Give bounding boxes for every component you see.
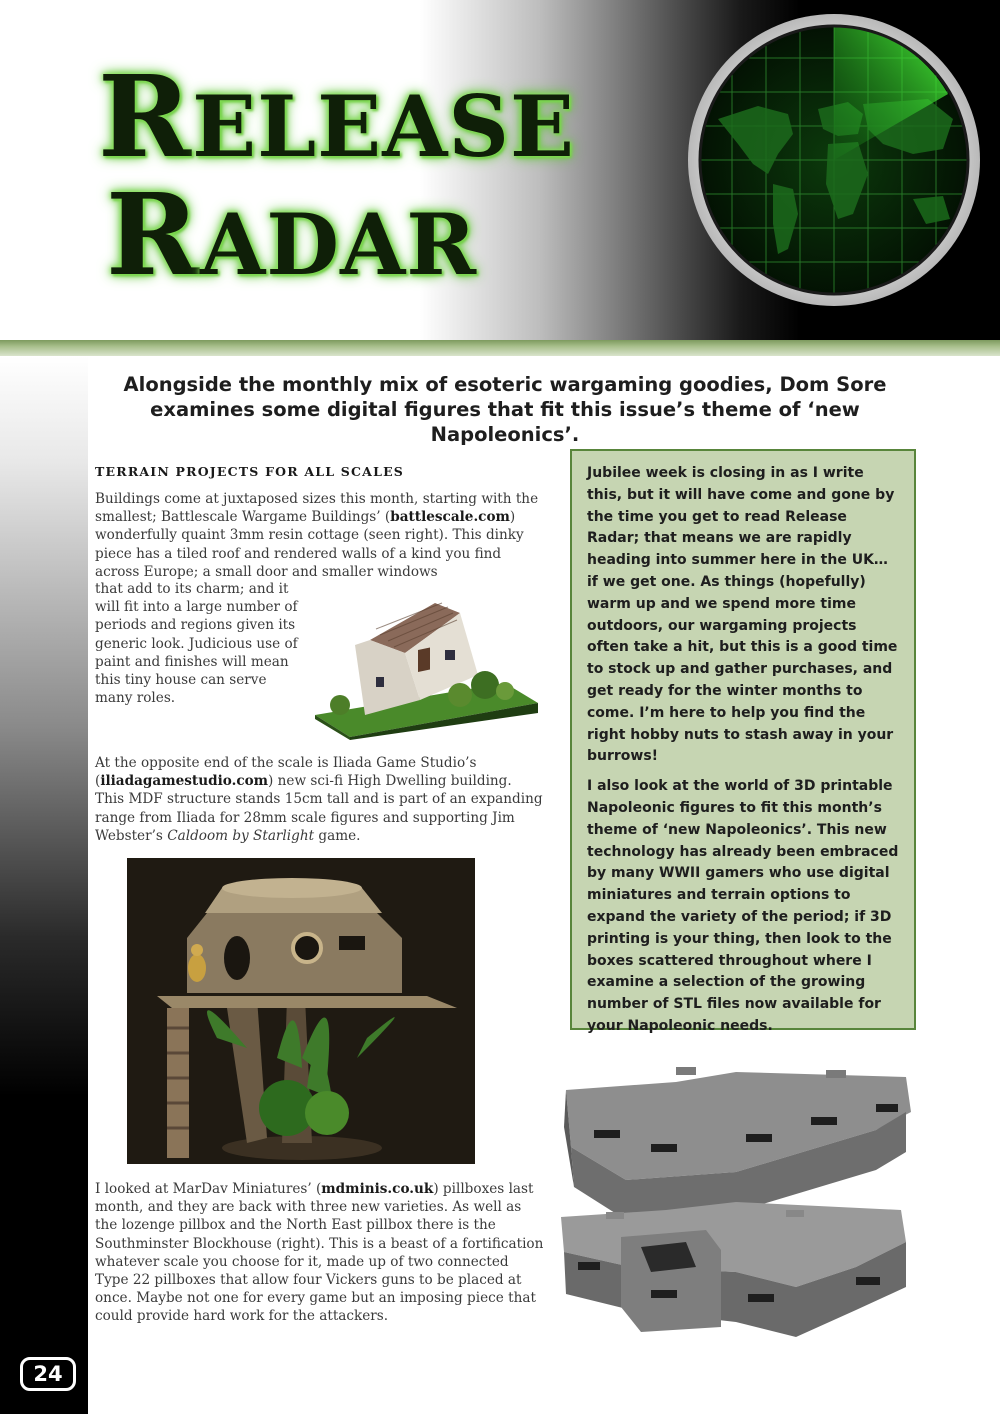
cottage-photo bbox=[310, 595, 540, 740]
blockhouse-photo bbox=[556, 1062, 926, 1344]
radar-icon bbox=[688, 14, 980, 306]
iliada-link[interactable]: iliadagamestudio.com bbox=[100, 773, 269, 790]
high-dwelling-photo bbox=[127, 858, 475, 1164]
page-title: RELEASE RADAR bbox=[98, 52, 576, 301]
article-paragraph-1-wrap: that add to its charm; and it will fit into a large number of periods and regions given its generic look. Judicious use of paint and finishes will mean this tiny house can serve many roles. bbox=[95, 581, 298, 707]
mdminis-link[interactable]: mdminis.co.uk bbox=[321, 1181, 434, 1197]
side-gradient-strip bbox=[0, 356, 88, 1414]
editorial-sidebar-box bbox=[570, 449, 916, 1034]
article-paragraph-1: Buildings come at juxtaposed sizes this month, starting with the smallest; Battlescale Wargame Buildings’ (battlescale.com) wonderfully quaint 3mm resin cottage (seen right). This dinky piece has a tiled roof and rendered walls of a kind you find across Europe; a small door and smaller windows bbox=[95, 491, 539, 580]
article-paragraph-3: I looked at MarDav Miniatures’ (mdminis.co.uk) pillboxes last month, and they are back with three new varieties. As well as the lozenge pillbox and the North East pillbox there is the Southminster Blockhouse (right). This is a beast of a fortification whatever scale you choose for it, made up of two connected Type 22 pillboxes that allow four Vickers guns to be placed at once. Maybe not one for every game but an imposing piece that could provide hard work for the attackers. bbox=[95, 1181, 544, 1325]
battlescale-link[interactable]: battlescale.com bbox=[390, 509, 510, 526]
radar-screen bbox=[698, 24, 970, 296]
sidebar-paragraph-1: Jubilee week is closing in as I write this, but it will have come and gone by the time you get to read Release Radar; that means we are rapidly heading into summer here in the UK… if we get one. As things (hopefully) warm up and we spend more time outdoors, our wargaming projects often take a hit, but this is a good time to stock up and gather purchases, and get ready for the winter months to come. I’m here to help you find the right hobby nuts to stash away in your burrows! bbox=[587, 465, 898, 765]
page-number: 24 bbox=[20, 1357, 76, 1391]
intro-standfirst: Alongside the monthly mix of esoteric wargaming goodies, Dom Sore examines some digital figures that fit this issue’s theme of ‘new Napoleonics’. bbox=[123, 373, 887, 446]
section-heading-wrap bbox=[95, 464, 545, 488]
header-divider bbox=[0, 340, 1000, 356]
article-paragraph-2: At the opposite end of the scale is Iliada Game Studio’s (iliadagamestudio.com) new sci-fi High Dwelling building. This MDF structure stands 15cm tall and is part of an expanding range from Iliada for 28mm scale figures and supporting Jim Webster’s Caldoom by Starlight game. bbox=[95, 755, 543, 844]
section-heading: TERRAIN PROJECTS FOR ALL SCALES bbox=[95, 464, 405, 479]
sidebar-paragraph-2: I also look at the world of 3D printable Napoleonic figures to fit this month’s theme of ‘new Napoleonics’. This new technology has already been embraced by many WWII gamers who use digital miniatures and terrain options to expand the variety of the period; if 3D printing is your thing, then look to the boxes scattered throughout where I examine a selection of the growing number of STL files now available for your Napoleonic needs. bbox=[587, 778, 899, 1034]
